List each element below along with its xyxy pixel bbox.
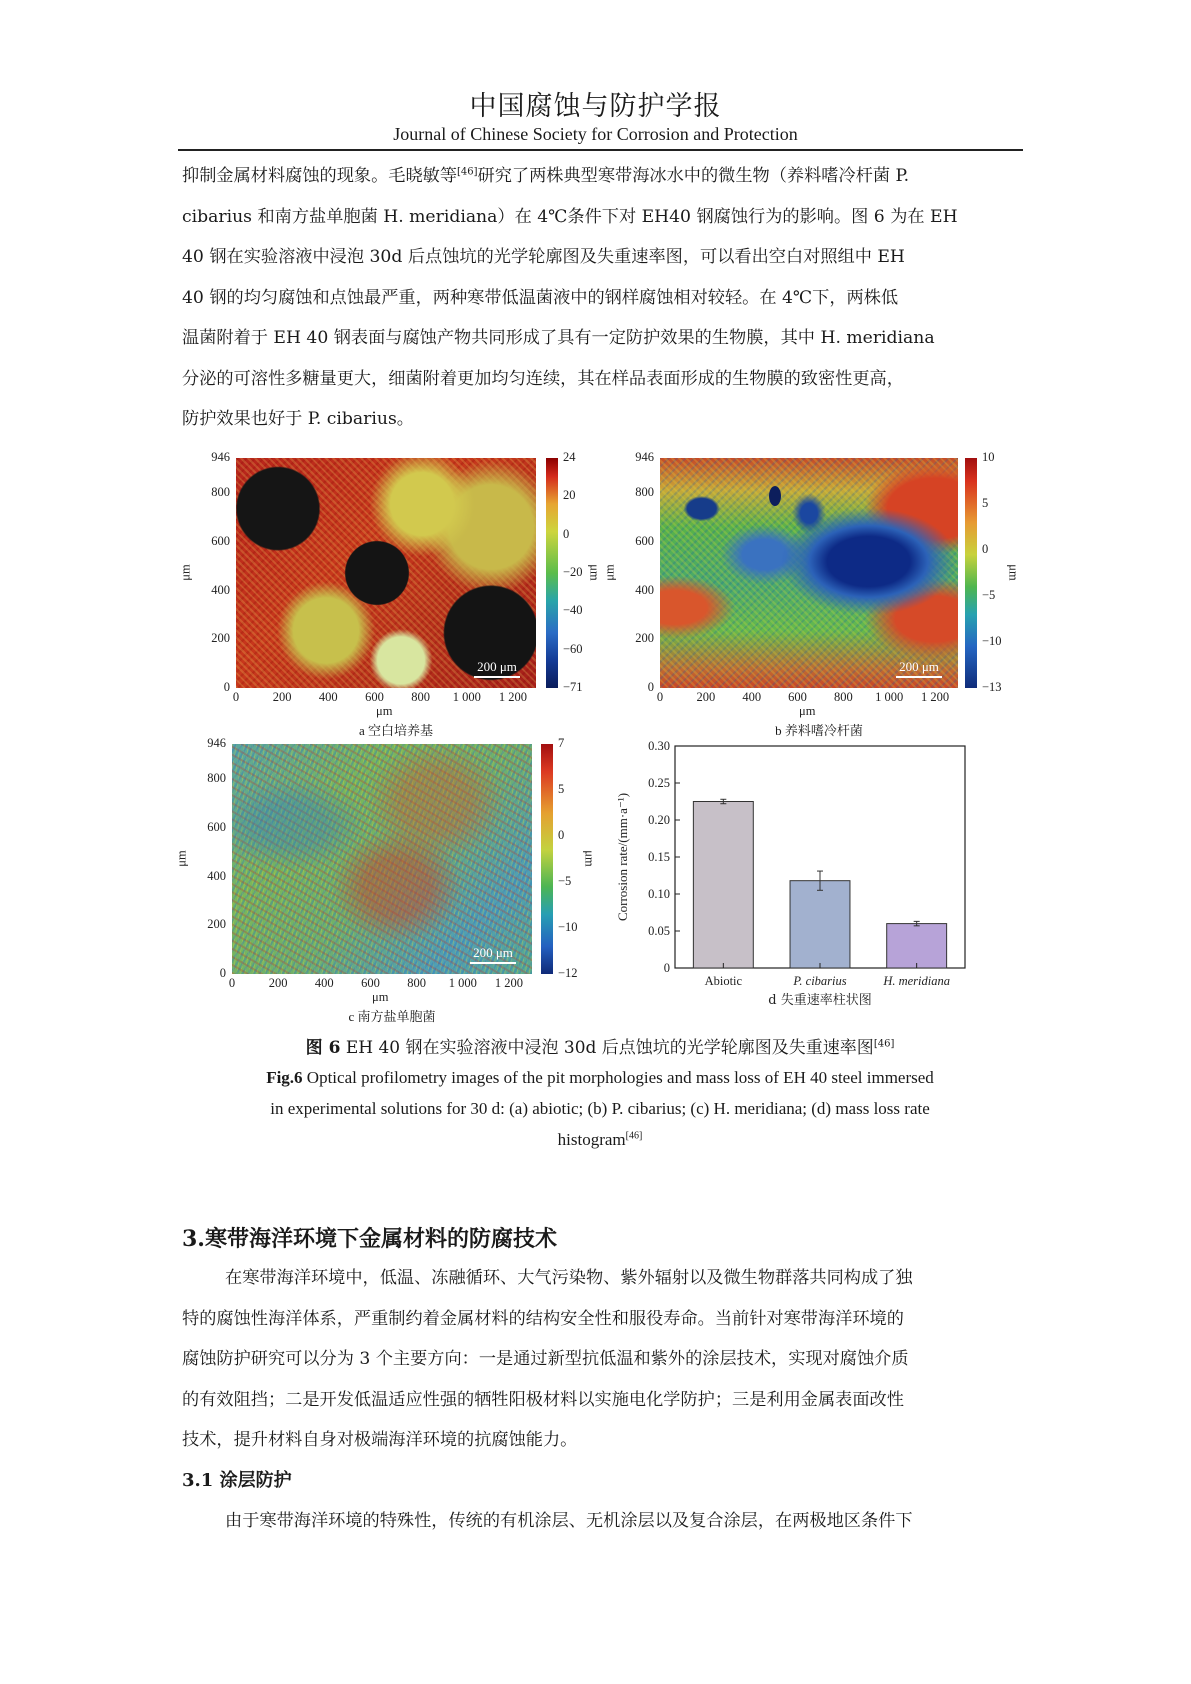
colorbar-tick-label: 7 (558, 736, 565, 750)
y-tick-label: 800 (635, 485, 654, 500)
colorbar-tick-label: 0 (982, 542, 989, 556)
caption-fig-label: Fig.6 (266, 1068, 303, 1087)
y-tick-label: 600 (207, 820, 226, 835)
colorbar-tick-label: −40 (563, 603, 583, 618)
para1-line: 温菌附着于 EH 40 钢表面与腐蚀产物共同形成了具有一定防护效果的生物膜，其中 H. meridiana (182, 328, 935, 348)
colorbar-tick-label: −13 (982, 680, 1002, 694)
y-tick-label: 800 (207, 771, 226, 786)
colorbar-tick-label: −60 (563, 641, 583, 656)
bar (887, 924, 947, 968)
x-tick-label: 400 (314, 976, 334, 990)
colorbar-unit-label: μm (1006, 564, 1021, 581)
profilometry-map-c (232, 744, 532, 974)
y-tick-label: 0 (219, 966, 226, 980)
x-tick-label: 1 200 (498, 690, 527, 704)
x-tick-label: 800 (407, 976, 426, 990)
x-tick-label: Abiotic (704, 974, 743, 988)
bar (790, 881, 850, 968)
citation: [46] (873, 1038, 895, 1050)
y-tick-label: 0.15 (648, 850, 670, 864)
x-tick-label: 400 (318, 690, 338, 704)
section-heading: 3.寒带海洋环境下金属材料的防腐技术 (182, 1226, 557, 1252)
colorbar-b (965, 458, 977, 688)
bar (693, 802, 753, 969)
paragraph-1 (182, 156, 1018, 440)
x-tick-label: 0 (656, 690, 664, 704)
citation: [46] (457, 166, 478, 178)
y-tick-label: 0.10 (648, 887, 670, 901)
bar-chart-d (600, 736, 980, 1008)
colorbar-tick-label: −5 (982, 588, 996, 602)
caption-cn-text: EH 40 钢在实验溶液中浸泡 30d 后点蚀坑的光学轮廓图及失重速率图 (345, 1038, 874, 1058)
para1-line: 40 钢在实验溶液中浸泡 30d 后点蚀坑的光学轮廓图及失重速率图，可以看出空白对照组中 EH (182, 247, 905, 267)
colorbar-unit-label: μm (582, 850, 597, 867)
scale-bar (896, 676, 942, 678)
y-tick-label: 200 (207, 917, 226, 932)
x-tick-label: 200 (696, 690, 716, 704)
colorbar-c (541, 744, 553, 974)
colorbar-tick-label: −10 (982, 634, 1002, 648)
profilometry-map-b (660, 458, 958, 688)
header-rule (178, 149, 1023, 151)
colorbar-a (546, 458, 558, 688)
scale-bar (470, 962, 516, 964)
section31-paragraph (182, 1501, 1018, 1542)
section3-line: 的有效阻挡；二是开发低温适应性强的牺牲阳极材料以实施电化学防护；三是利用金属表面改性 (182, 1389, 904, 1410)
colorbar-tick-label: 5 (982, 496, 989, 510)
para1-line: cibarius 和南方盐单胞菌 H. meridiana）在 4℃条件下对 EH40 钢腐蚀行为的影响。图 6 为在 EH (182, 206, 958, 227)
para1-line: 防护效果也好于 P. cibarius。 (182, 409, 414, 429)
y-tick-label: 400 (211, 582, 230, 597)
subsection-heading: 3.1 涂层防护 (182, 1470, 292, 1491)
citation: [46] (625, 1130, 643, 1142)
journal-title-cn: 中国腐蚀与防护学报 (469, 91, 722, 122)
y-axis-label: μm (178, 564, 193, 581)
x-tick-label: 0 (228, 976, 236, 990)
pit-mark (769, 486, 781, 506)
x-tick-label: 1 200 (921, 690, 950, 704)
caption-en-text: histogram (557, 1130, 626, 1149)
y-tick-label: 800 (211, 485, 230, 500)
y-tick-label: 400 (207, 868, 226, 883)
colorbar-tick-label: −20 (563, 565, 583, 579)
y-tick-label: 600 (211, 534, 230, 549)
x-tick-label: 0 (232, 690, 240, 704)
panel-label: c 南方盐单胞菌 (348, 1009, 436, 1024)
y-tick-label: 200 (211, 631, 230, 646)
scale-label: 200 μm (477, 659, 517, 674)
y-tick-label: 400 (635, 582, 654, 597)
y-axis-label: μm (174, 850, 189, 867)
colorbar-tick-label: 24 (563, 450, 576, 464)
y-tick-label: 0.05 (648, 924, 670, 938)
x-tick-label: 1 200 (494, 976, 523, 990)
panel-label: a 空白培养基 (358, 723, 434, 738)
y-tick-label: 946 (207, 736, 226, 750)
colorbar-tick-label: 5 (558, 782, 565, 796)
x-tick-label: 200 (272, 690, 292, 704)
x-tick-label: 1 000 (448, 976, 477, 990)
x-axis-label: μm (372, 990, 389, 1004)
colorbar-tick-label: 0 (563, 526, 570, 541)
x-tick-label: 1 000 (875, 690, 904, 704)
scale-bar (474, 676, 520, 678)
panel-label: b 养料嗜冷杆菌 (775, 723, 863, 738)
x-axis-label: μm (799, 704, 816, 718)
para1-line: 40 钢的均匀腐蚀和点蚀最严重，两种寒带低温菌液中的钢样腐蚀相对较轻。在 4℃下，两株低 (182, 287, 899, 308)
chart-title: d 失重速率柱状图 (768, 993, 872, 1008)
y-tick-label: 0.25 (648, 776, 670, 790)
caption-en-text: Optical profilometry images of the pit morphologies and mass loss of EH 40 steel immersed (306, 1068, 934, 1087)
x-tick-label: 1 000 (452, 690, 481, 704)
para1-line (182, 156, 1018, 197)
scale-label: 200 μm (473, 945, 513, 960)
colorbar-tick-label: 20 (563, 488, 576, 503)
caption-en-line: in experimental solutions for 30 d: (a) abiotic; (b) P. cibarius; (c) H. meridiana; (d) mass loss rate (270, 1099, 930, 1118)
colorbar-tick-label: −71 (563, 680, 583, 694)
x-tick-label: 600 (365, 690, 384, 704)
y-tick-label: 946 (211, 450, 230, 464)
x-tick-label: H. meridiana (883, 974, 951, 988)
para1-text: 研究了两株典型寒带海冰水中的微生物（养料嗜冷杆菌 P. (477, 166, 910, 186)
colorbar-tick-label: −5 (558, 874, 572, 888)
y-tick-label: 0.20 (648, 813, 670, 827)
section3-line: 特的腐蚀性海洋体系，严重制约着金属材料的结构安全性和服役寿命。当前针对寒带海洋环境的 (182, 1308, 904, 1329)
y-tick-label: 0 (647, 680, 654, 694)
y-tick-label: 600 (635, 534, 654, 549)
section3-line: 腐蚀防护研究可以分为 3 个主要方向：一是通过新型抗低温和紫外的涂层技术，实现对腐蚀介质 (182, 1349, 909, 1369)
plot-frame (675, 746, 965, 968)
section3-paragraph (182, 1258, 1018, 1461)
caption-en-line (182, 1062, 1018, 1093)
section31-line: 由于寒带海洋环境的特殊性，传统的有机涂层、无机涂层以及复合涂层，在两极地区条件下 (225, 1511, 913, 1531)
y-axis-label: μm (602, 564, 617, 581)
profilometry-map-a (236, 458, 536, 688)
section3-line: 在寒带海洋环境中，低温、冻融循环、大气污染物、紫外辐射以及微生物群落共同构成了独 (225, 1268, 913, 1288)
x-tick-label: 400 (742, 690, 762, 704)
x-axis-label: μm (376, 704, 393, 718)
y-tick-label: 0 (663, 961, 670, 975)
scale-label: 200 μm (899, 659, 939, 674)
figure-caption-cn (182, 1033, 1018, 1058)
colorbar-unit-label: μm (587, 564, 602, 581)
journal-title-en: Journal of Chinese Society for Corrosion and Protection (393, 124, 798, 144)
x-tick-label: 200 (268, 976, 288, 990)
colorbar-tick-label: 0 (558, 828, 565, 842)
section3-line: 技术，提升材料自身对极端海洋环境的抗腐蚀能力。 (182, 1430, 578, 1450)
x-tick-label: 600 (361, 976, 380, 990)
x-tick-label: 800 (411, 690, 430, 704)
x-tick-label: P. cibarius (793, 974, 847, 988)
caption-en-line (182, 1124, 1018, 1155)
x-tick-label: 600 (788, 690, 807, 704)
colorbar-tick-label: −12 (558, 966, 578, 980)
para1-line: 分泌的可溶性多糖量更大，细菌附着更加均匀连续，其在样品表面形成的生物膜的致密性更高， (182, 368, 904, 389)
colorbar-tick-label: −10 (558, 920, 578, 934)
y-axis-label: Corrosion rate/(mm·a⁻¹) (615, 792, 630, 922)
colorbar-tick-label: 10 (982, 450, 995, 464)
y-tick-label: 946 (635, 450, 654, 464)
x-tick-label: 800 (834, 690, 853, 704)
y-tick-label: 0 (223, 680, 230, 694)
caption-fig-label: 图 6 (305, 1038, 341, 1058)
y-tick-label: 0.30 (648, 739, 670, 753)
figure-caption-en (182, 1062, 1018, 1155)
y-tick-label: 200 (635, 631, 654, 646)
para1-text: 抑制金属材料腐蚀的现象。毛晓敏等 (182, 166, 458, 186)
